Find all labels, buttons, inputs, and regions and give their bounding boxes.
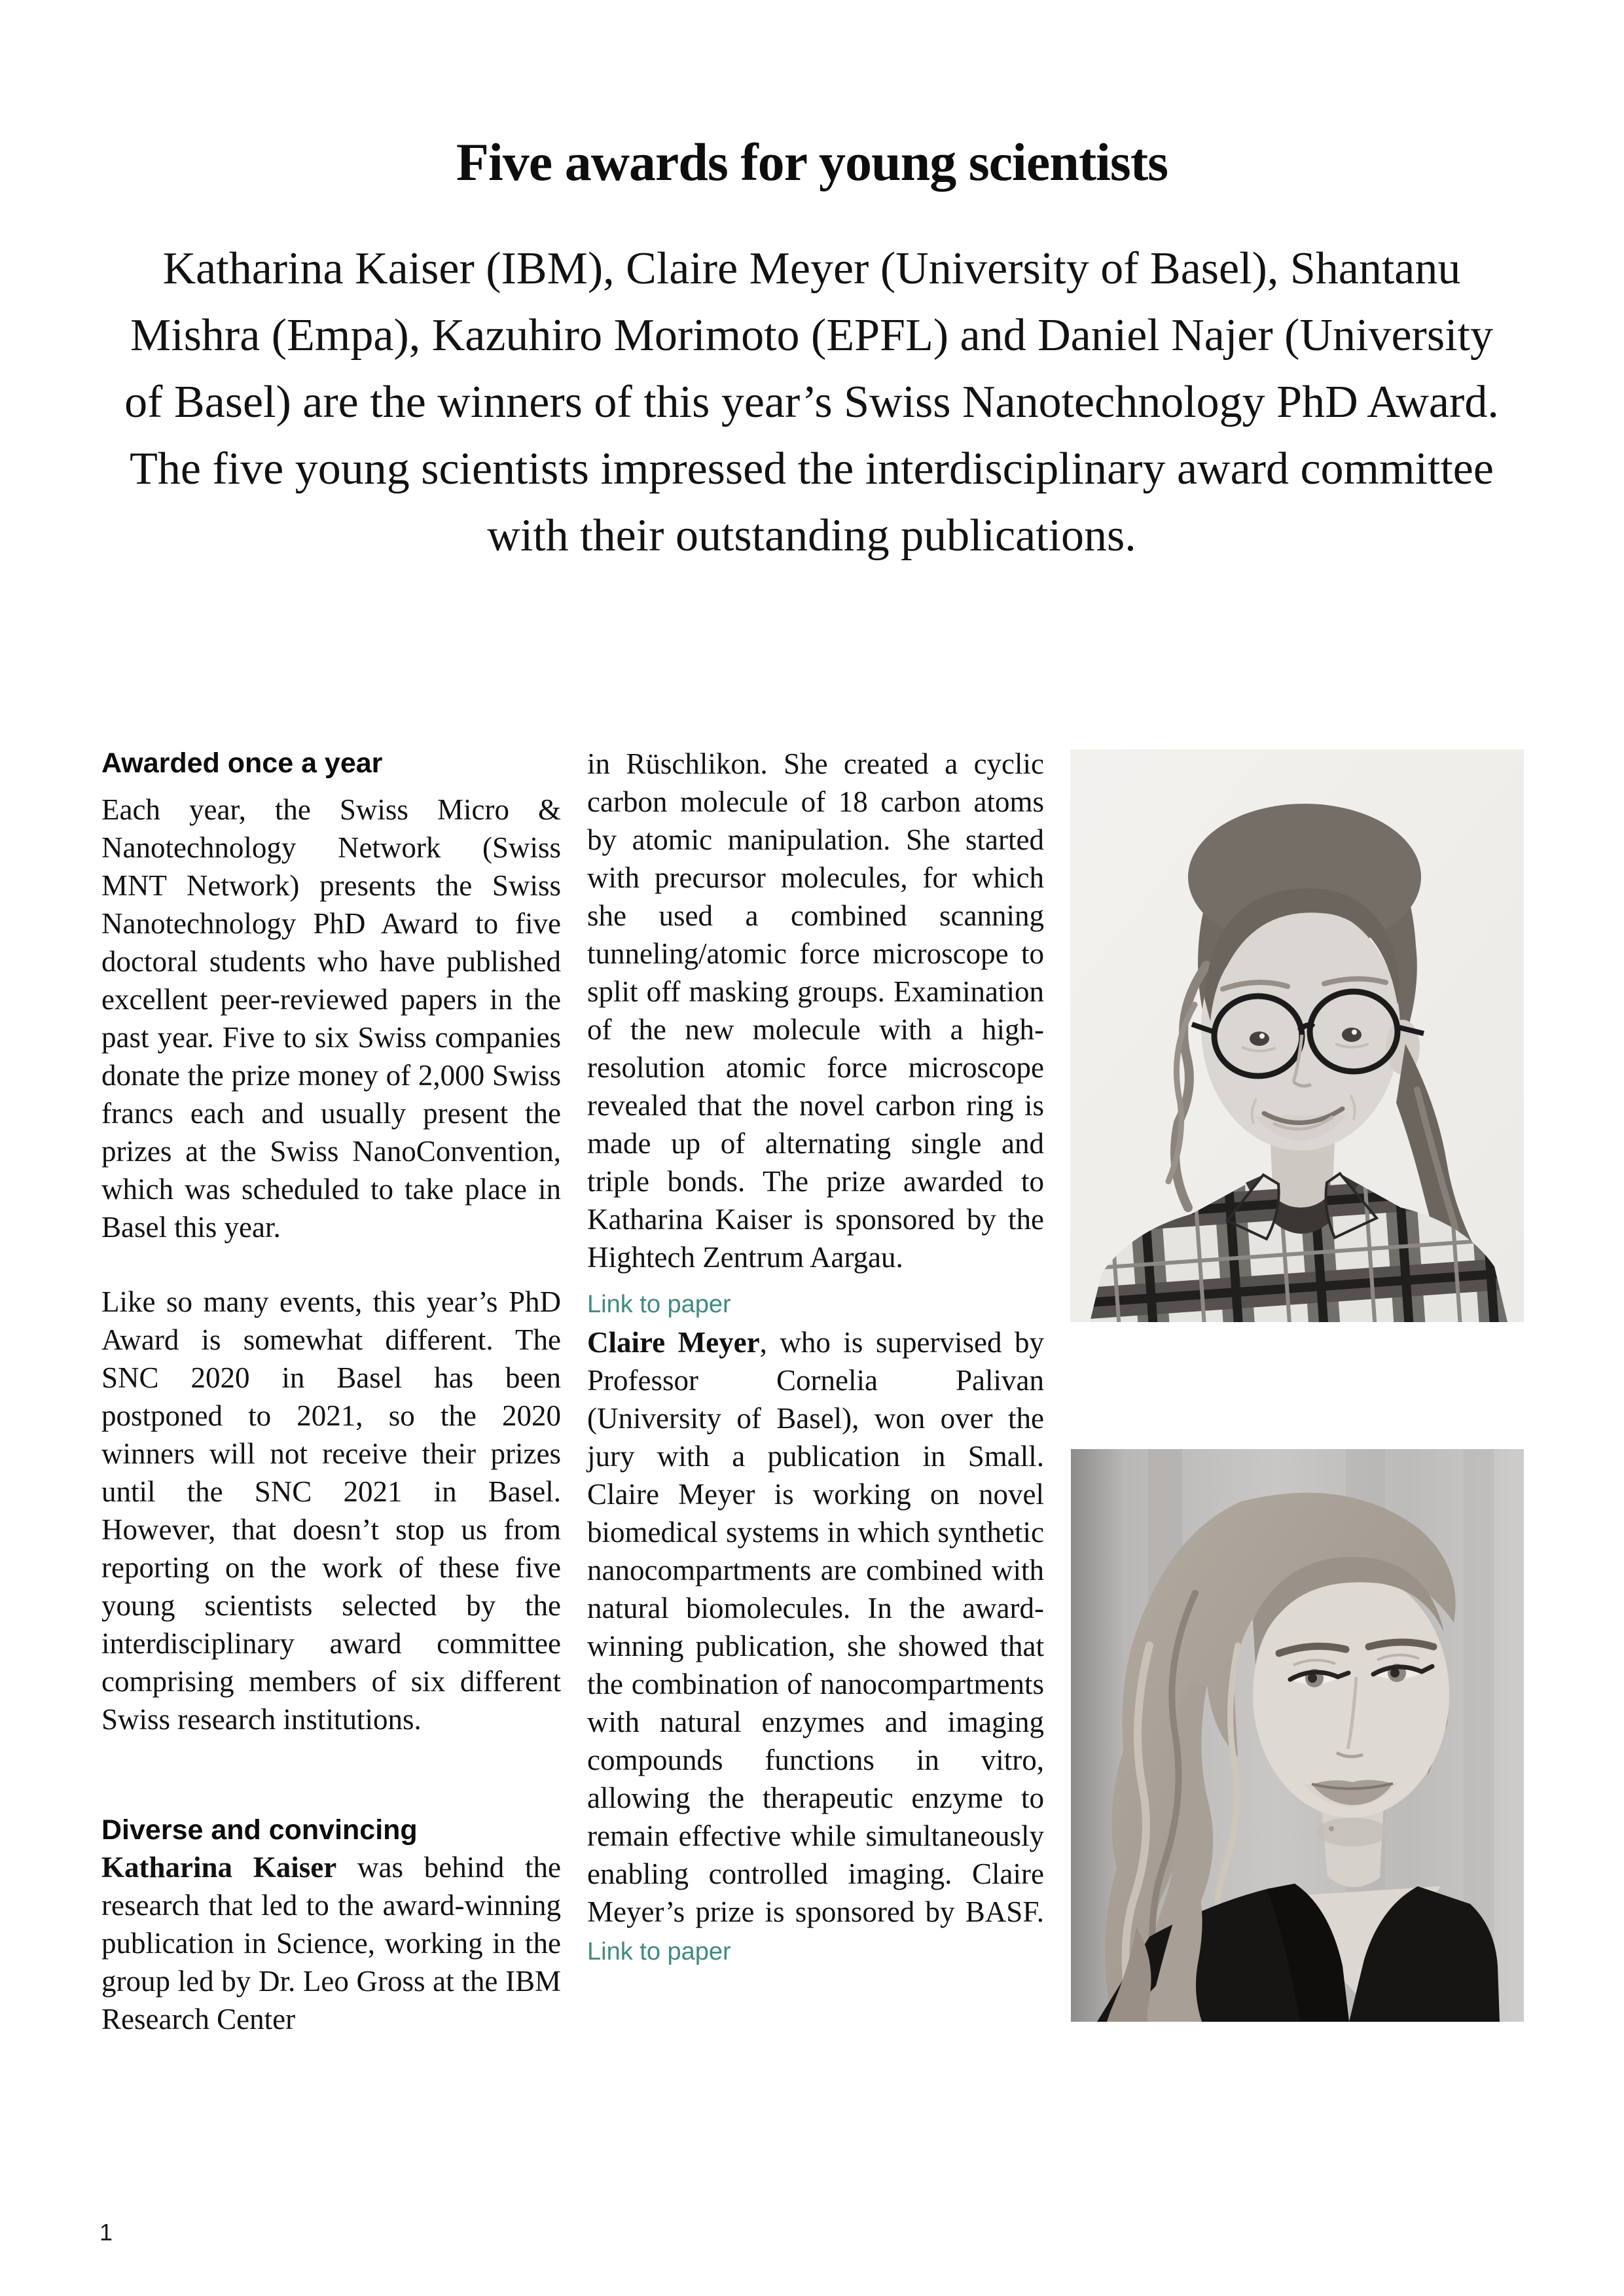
page-number: 1 [99,2219,113,2246]
link-to-paper-claire[interactable]: Link to paper [587,1938,731,1965]
paragraph-snc-postponed: Like so many events, this year’s PhD Award is somewhat different. The SNC 2020 in Basel has been postponed to 2021, so the 2020 winners will not receive their prizes until the SNC 2021 in Basel. However, that doesn’t stop us from reporting on the work of these five young scientists selected by the interdisciplinary award committee comprising members of six different Swiss research institutions. [101,1285,561,1736]
link-to-paper-katharina[interactable]: Link to paper [587,1291,731,1318]
portrait-katharina-illustration [1070,749,1524,1322]
text-column-left [101,745,561,2038]
section-heading-diverse: Diverse and convincing [101,1814,418,1846]
paragraph-award-description: Each year, the Swiss Micro & Nanotechnology Network (Swiss MNT Network) presents the Swiss Nanotechnology PhD Award to five doctoral students who have published excellent peer-reviewed papers in the past year. Five to six Swiss companies donate the prize money of 2,000 Swiss francs each and usually present the prizes at the Swiss NanoConvention, which was scheduled to take place in Basel this year. [101,793,561,1244]
paragraph-katharina-continued: in Rüschlikon. She created a cyclic carbon molecule of 18 carbon atoms by atomic manipulation. She started with precursor molecules, for which she used a combined scanning tunneling/atomic force microscope to split off masking groups. Examination of the new molecule with a high-resolution atomic force microscope revealed that the novel carbon ring is made up of alternating single and triple bonds. The prize awarded to Katharina Kaiser is sponsored by the Hightech Zentrum Aargau. [587,747,1044,1274]
portrait-claire-illustration [1071,1449,1524,2022]
paragraph-claire-text: , who is supervised by Professor Cornelia Palivan (University of Basel), won over the jury with a publication in Small. Claire Meyer is working on novel biomedical systems in which synthetic nanocompartments are combined with natural biomolecules. In the award-winning publication, she showed that the combination of nanocompartments with natural enzymes and imaging compounds functions in vitro, allowing the therapeutic enzyme to remain effective while simultaneously enabling controlled imaging. Claire Meyer’s prize is sponsored by BASF. [587,1326,1044,1928]
paragraph-claire-meyer [587,1323,1044,1971]
section-heading-awarded: Awarded once a year [101,747,383,779]
paragraph-katharina-kaiser [101,1848,561,2038]
winner-name-katharina: Katharina Kaiser [101,1851,337,1884]
article-lede: Katharina Kaiser (IBM), Claire Meyer (University of Basel), Shantanu Mishra (Empa), Kazuhiro Morimoto (EPFL) and Daniel Najer (University of Basel) are the winners of this year’s Swiss Nanotechnology PhD Award. The five young scientists impressed the interdisciplinary award committee with their outstanding publications. [124,243,1499,561]
paragraph-katharina-text: was behind the research that led to the award-winning publication in Science, working in the group led by Dr. Leo Gross at the IBM Research Center [101,1851,561,2036]
portrait-photo-claire-meyer [1071,1449,1524,2022]
text-column-middle [587,745,1044,1971]
page-title: Five awards for young scientists [456,132,1168,192]
portrait-photo-katharina-kaiser [1070,749,1524,1322]
winner-name-claire: Claire Meyer [587,1326,760,1359]
